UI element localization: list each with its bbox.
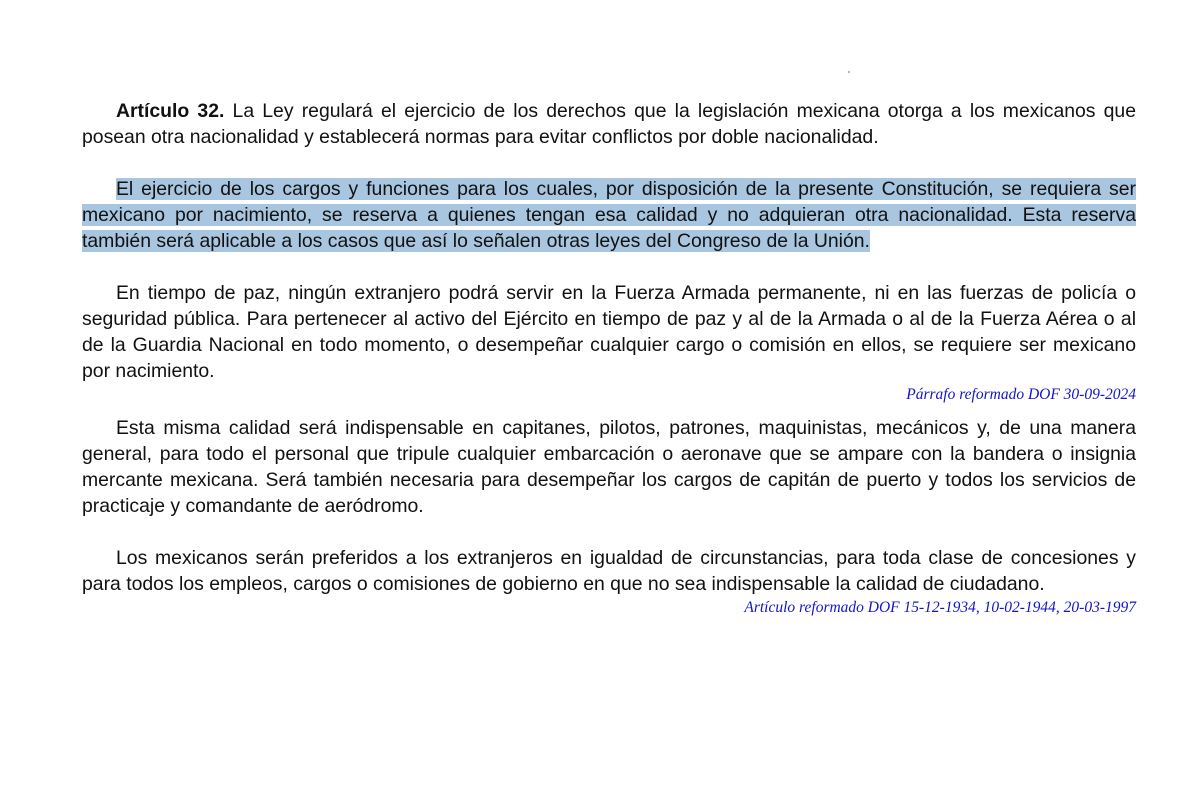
paragraph-3: En tiempo de paz, ningún extranjero podrá servir en la Fuerza Armada permanente, ni en las fuerzas de policía o seguridad pública. Para pertenecer al activo del Ejército en tiempo de paz y al de la Armada o al de la Fuerza Aérea o al de la Guardia Nacional en todo momento, o desempeñar cualquier cargo o comisión en ellos, se requiere ser mexicano por nacimiento. xyxy=(82,282,1136,382)
stray-mark xyxy=(848,71,850,73)
article-reform-note: Artículo reformado DOF 15-12-1934, 10-02-1944, 20-03-1997 xyxy=(744,599,1136,616)
paragraph-4: Esta misma calidad será indispensable en capitanes, pilotos, patrones, maquinistas, mecánicos y, de una manera general, para todo el personal que tripule cualquier embarcación o aeronave que se ampare con la bandera o insignia mercante mexicana. Será también necesaria para desempeñar los cargos de capitán de puerto y todos los servicios de practicaje y comandante de aeródromo. xyxy=(82,417,1136,517)
paragraph-reform-note: Párrafo reformado DOF 30-09-2024 xyxy=(906,386,1136,403)
article-body xyxy=(82,98,1136,618)
paragraph-1 xyxy=(82,98,1136,150)
paragraph-1-text: La Ley regulará el ejercicio de los derechos que la legislación mexicana otorga a los mexicanos que posean otra nacionalidad y establecerá normas para evitar conflictos por doble nacionalidad. xyxy=(82,100,1136,148)
article-label: Artículo 32. xyxy=(116,100,225,122)
text-selection-highlight[interactable]: El ejercicio de los cargos y funciones para los cuales, por disposición de la presente Constitución, se requiera ser mexicano por nacimiento, se reserva a quienes tengan esa calidad y no adquieran otra nacionalidad. Esta reserva también será aplicable a los casos que así lo señalen otras leyes del Congreso de la Unión. xyxy=(82,178,1136,252)
paragraph-5: Los mexicanos serán preferidos a los extranjeros en igualdad de circunstancias, para toda clase de concesiones y para todos los empleos, cargos o comisiones de gobierno en que no sea indispensable la calidad de ciudadano. xyxy=(82,547,1136,595)
paragraph-2-highlighted[interactable] xyxy=(82,176,1136,254)
